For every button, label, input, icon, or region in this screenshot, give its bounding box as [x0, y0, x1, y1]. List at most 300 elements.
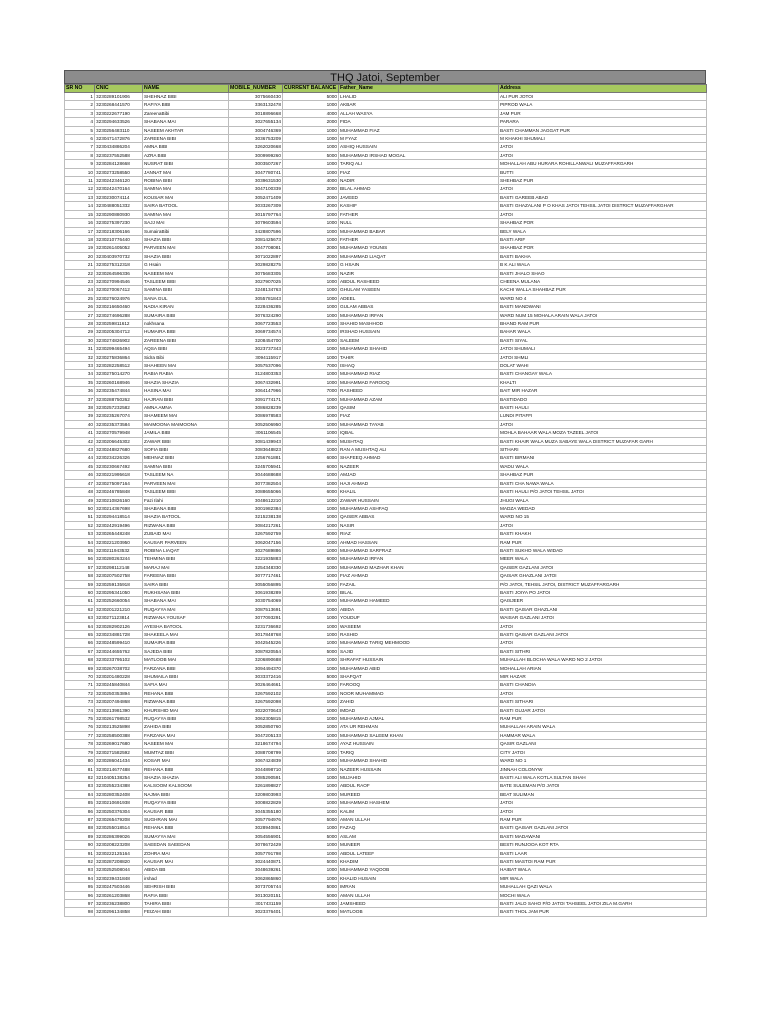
mobile-number-cell[interactable]: 3054556901 [229, 832, 283, 840]
balance-cell[interactable]: 1000 [283, 597, 339, 605]
sr-no-cell[interactable]: 64 [65, 622, 95, 630]
header-mobile-number[interactable]: MOBILE_NUMBER [229, 85, 283, 93]
sr-no-cell[interactable]: 56 [65, 555, 95, 563]
mobile-number-cell[interactable]: 3027655134 [229, 118, 283, 126]
cnic-cell[interactable]: 3230230667492 [95, 462, 143, 470]
father-name-cell[interactable]: SHAFEEQ AHMAD [339, 454, 499, 462]
name-cell[interactable]: NAJMA BIBI [143, 790, 229, 798]
mobile-number-cell[interactable]: 3215238138 [229, 513, 283, 521]
cnic-cell[interactable]: 3230213981390 [95, 706, 143, 714]
sr-no-cell[interactable]: 95 [65, 883, 95, 891]
name-cell[interactable]: RUQAYYA MAI [143, 605, 229, 613]
name-cell[interactable]: irshad [143, 874, 229, 882]
mobile-number-cell[interactable]: 3027907025 [229, 277, 283, 285]
cnic-cell[interactable]: 3230222125164 [95, 849, 143, 857]
name-cell[interactable]: KAUSAR MAI [143, 857, 229, 865]
cnic-cell[interactable]: 3230205304712 [95, 328, 143, 336]
mobile-number-cell[interactable]: 3055056895 [229, 580, 283, 588]
address-cell[interactable]: BAIT MIR HAZAR [499, 387, 707, 395]
mobile-number-cell[interactable]: 3033372416 [229, 673, 283, 681]
name-cell[interactable]: NASEEM MAI [143, 740, 229, 748]
sr-no-cell[interactable]: 86 [65, 807, 95, 815]
father-name-cell[interactable]: MUHAMMAD ASHFAQ [339, 504, 499, 512]
sr-no-cell[interactable]: 85 [65, 799, 95, 807]
address-cell[interactable]: BASTI MASTOI RAM PUR [499, 857, 707, 865]
name-cell[interactable]: NADIA KIRAN [143, 303, 229, 311]
mobile-number-cell[interactable]: 3047708081 [229, 244, 283, 252]
mobile-number-cell[interactable]: 3047780741 [229, 168, 283, 176]
name-cell[interactable]: KALSOOM KALSOOM [143, 782, 229, 790]
balance-cell[interactable]: 1000 [283, 269, 339, 277]
father-name-cell[interactable]: MUHAMMAD AJMAL [339, 715, 499, 723]
sr-no-cell[interactable]: 41 [65, 429, 95, 437]
mobile-number-cell[interactable]: 3044688688 [229, 471, 283, 479]
sr-no-cell[interactable]: 49 [65, 496, 95, 504]
sr-no-cell[interactable]: 73 [65, 698, 95, 706]
header-cnic[interactable]: CNIC [95, 85, 143, 93]
name-cell[interactable]: FEIZAH BIBI [143, 908, 229, 916]
name-cell[interactable]: ZAWAR BIBI [143, 437, 229, 445]
name-cell[interactable]: NUSRAT BIBI [143, 160, 229, 168]
balance-cell[interactable]: 1000 [283, 773, 339, 781]
name-cell[interactable]: ZAREENA BIBI [143, 135, 229, 143]
name-cell[interactable]: SHAZIA SHAZIA [143, 773, 229, 781]
name-cell[interactable]: RUQAYYA BIBI [143, 799, 229, 807]
mobile-number-cell[interactable]: 3004746369 [229, 126, 283, 134]
cnic-cell[interactable]: 3230244655762 [95, 647, 143, 655]
cnic-cell[interactable]: 3230273258550 [95, 168, 143, 176]
sr-no-cell[interactable]: 97 [65, 900, 95, 908]
cnic-cell[interactable]: 3230214367698 [95, 504, 143, 512]
address-cell[interactable]: BASTIDADO [499, 395, 707, 403]
sr-no-cell[interactable]: 18 [65, 235, 95, 243]
balance-cell[interactable]: 1000 [283, 219, 339, 227]
father-name-cell[interactable]: ZAHID [339, 698, 499, 706]
mobile-number-cell[interactable]: 3047100339 [229, 185, 283, 193]
mobile-number-cell[interactable]: 3124803353 [229, 370, 283, 378]
address-cell[interactable]: BASTI CHAMMAN JAGGAT PUR [499, 126, 707, 134]
sr-no-cell[interactable]: 66 [65, 639, 95, 647]
mobile-number-cell[interactable]: 3077717461 [229, 572, 283, 580]
father-name-cell[interactable]: MUHAMMAD MAZHAR KHAN [339, 563, 499, 571]
address-cell[interactable]: BASTI GHAZALANI P O KHAS JATOI TEHSIL JATOI DISTRICT MUZAFFARGHAR [499, 202, 707, 210]
balance-cell[interactable]: 1000 [283, 378, 339, 386]
balance-cell[interactable]: 5000 [283, 857, 339, 865]
sr-no-cell[interactable]: 1 [65, 93, 95, 101]
cnic-cell[interactable]: 3230276024976 [95, 294, 143, 302]
name-cell[interactable]: RABIA RABIA [143, 370, 229, 378]
mobile-number-cell[interactable]: 3267592098 [229, 698, 283, 706]
father-name-cell[interactable]: MUJAHID [339, 773, 499, 781]
father-name-cell[interactable]: SHAHID MASHHOD [339, 319, 499, 327]
address-cell[interactable]: JATOI [499, 807, 707, 815]
father-name-cell[interactable]: MUHAMMAD SARFRAZ [339, 546, 499, 554]
mobile-number-cell[interactable]: 3221935883 [229, 555, 283, 563]
sr-no-cell[interactable]: 38 [65, 404, 95, 412]
name-cell[interactable]: ROBINA LIAQAT [143, 546, 229, 554]
name-cell[interactable]: REHANA BIBI [143, 765, 229, 773]
name-cell[interactable]: SUMAIRA BIBI [143, 639, 229, 647]
mobile-number-cell[interactable]: 3028940861 [229, 824, 283, 832]
name-cell[interactable]: SANA GUL [143, 294, 229, 302]
mobile-number-cell[interactable]: 3262020668 [229, 143, 283, 151]
balance-cell[interactable]: 2000 [283, 252, 339, 260]
balance-cell[interactable]: 1000 [283, 631, 339, 639]
sr-no-cell[interactable]: 36 [65, 387, 95, 395]
address-cell[interactable]: BASTI SITHRI [499, 647, 707, 655]
address-cell[interactable]: BESTI RUNJOOA KOT RTA [499, 841, 707, 849]
name-cell[interactable]: SHAZIA SHAZIA [143, 378, 229, 386]
balance-cell[interactable]: 1000 [283, 429, 339, 437]
balance-cell[interactable]: 1000 [283, 420, 339, 428]
cnic-cell[interactable]: 3230267038702 [95, 664, 143, 672]
name-cell[interactable]: HAJRAN BIBI [143, 395, 229, 403]
cnic-cell[interactable]: 3230259135918 [95, 580, 143, 588]
father-name-cell[interactable]: NAZEER HUSSAIN [339, 765, 499, 773]
sr-no-cell[interactable]: 24 [65, 286, 95, 294]
name-cell[interactable]: RUQAYYA BIBI [143, 715, 229, 723]
mobile-number-cell[interactable]: 3017431159 [229, 900, 283, 908]
cnic-cell[interactable]: 3230403970732 [95, 252, 143, 260]
name-cell[interactable]: KAUSAR PARVEEN [143, 538, 229, 546]
balance-cell[interactable]: 1000 [283, 900, 339, 908]
balance-cell[interactable]: 1000 [283, 160, 339, 168]
balance-cell[interactable]: 1000 [283, 303, 339, 311]
address-cell[interactable]: HAIBAT WALA [499, 866, 707, 874]
balance-cell[interactable]: 1000 [283, 572, 339, 580]
cnic-cell[interactable]: 3230260168946 [95, 378, 143, 386]
sr-no-cell[interactable]: 68 [65, 656, 95, 664]
mobile-number-cell[interactable]: 3029828275 [229, 261, 283, 269]
mobile-number-cell[interactable]: 3036753209 [229, 135, 283, 143]
father-name-cell[interactable]: NASIR [339, 521, 499, 529]
father-name-cell[interactable]: MUHAMMAD TARIQ MEHMOOD [339, 639, 499, 647]
father-name-cell[interactable]: ABDUL RASHEED [339, 277, 499, 285]
mobile-number-cell[interactable]: 3023737343 [229, 345, 283, 353]
address-cell[interactable]: MUHALLAH BLOCHA WALA WARD NO 2 JATOI [499, 656, 707, 664]
mobile-number-cell[interactable]: 3088655066 [229, 488, 283, 496]
balance-cell[interactable]: 5000 [283, 151, 339, 159]
mobile-number-cell[interactable]: 3057791798 [229, 849, 283, 857]
sr-no-cell[interactable]: 13 [65, 193, 95, 201]
cnic-cell[interactable]: 3230294633526 [95, 118, 143, 126]
sr-no-cell[interactable]: 21 [65, 261, 95, 269]
mobile-number-cell[interactable]: 3039631530 [229, 177, 283, 185]
mobile-number-cell[interactable]: 3023376401 [229, 908, 283, 916]
address-cell[interactable]: MUHALLAH QAZI WALA [499, 883, 707, 891]
name-cell[interactable]: AZRA BIBI [143, 151, 229, 159]
sr-no-cell[interactable]: 26 [65, 303, 95, 311]
sr-no-cell[interactable]: 76 [65, 723, 95, 731]
father-name-cell[interactable]: KHADIM [339, 857, 499, 865]
cnic-cell[interactable]: 3230270067412 [95, 286, 143, 294]
father-name-cell[interactable]: FATHER [339, 210, 499, 218]
address-cell[interactable]: P/O JATOI, TEHSIL JATOI, DISTRICT MUZAFFARGARH [499, 580, 707, 588]
father-name-cell[interactable]: RASHEED [339, 387, 499, 395]
sr-no-cell[interactable]: 82 [65, 773, 95, 781]
mobile-number-cell[interactable]: 3018896668 [229, 109, 283, 117]
sr-no-cell[interactable]: 4 [65, 118, 95, 126]
name-cell[interactable]: ZareenaBibi [143, 109, 229, 117]
address-cell[interactable]: CITY JATOI [499, 748, 707, 756]
sr-no-cell[interactable]: 69 [65, 664, 95, 672]
mobile-number-cell[interactable]: 3030754069 [229, 597, 283, 605]
address-cell[interactable]: BASTI CHANDIA [499, 681, 707, 689]
mobile-number-cell[interactable]: 3076324290 [229, 311, 283, 319]
sr-no-cell[interactable]: 51 [65, 513, 95, 521]
mobile-number-cell[interactable]: 3062865860 [229, 874, 283, 882]
mobile-number-cell[interactable]: 3067424839 [229, 757, 283, 765]
sr-no-cell[interactable]: 62 [65, 605, 95, 613]
balance-cell[interactable]: 1000 [283, 479, 339, 487]
sr-no-cell[interactable]: 5 [65, 126, 95, 134]
balance-cell[interactable]: 1000 [283, 782, 339, 790]
cnic-cell[interactable]: 3230471472876 [95, 135, 143, 143]
address-cell[interactable]: KACHI WALLA SHAHBAZ PUR [499, 286, 707, 294]
mobile-number-cell[interactable]: 3048639261 [229, 866, 283, 874]
address-cell[interactable]: QAISAR GHAZLANI JATOI [499, 572, 707, 580]
father-name-cell[interactable]: MUHAMMAD FIAZ [339, 126, 499, 134]
father-name-cell[interactable]: ISHAQ [339, 362, 499, 370]
mobile-number-cell[interactable]: 3267592102 [229, 689, 283, 697]
father-name-cell[interactable]: M FYAZ [339, 135, 499, 143]
cnic-cell[interactable]: 3230282902126 [95, 622, 143, 630]
address-cell[interactable]: BASTI GAREEB ABAD [499, 193, 707, 201]
father-name-cell[interactable]: LHALID [339, 93, 499, 101]
mobile-number-cell[interactable]: 3062305815 [229, 715, 283, 723]
name-cell[interactable]: NASEEM AKHTAR [143, 126, 229, 134]
sr-no-cell[interactable]: 39 [65, 412, 95, 420]
name-cell[interactable]: AQSA BIBI [143, 345, 229, 353]
address-cell[interactable]: BASTI HAULI [499, 404, 707, 412]
address-cell[interactable]: DOLAT WAHI [499, 362, 707, 370]
sr-no-cell[interactable]: 2 [65, 101, 95, 109]
cnic-cell[interactable]: 3230234881728 [95, 631, 143, 639]
balance-cell[interactable]: 5000 [283, 815, 339, 823]
sr-no-cell[interactable]: 35 [65, 378, 95, 386]
sr-no-cell[interactable]: 27 [65, 311, 95, 319]
father-name-cell[interactable]: ASHIQ HUSSAIN [339, 143, 499, 151]
sr-no-cell[interactable]: 12 [65, 185, 95, 193]
balance-cell[interactable]: 1000 [283, 521, 339, 529]
cnic-cell[interactable]: 3230239431848 [95, 874, 143, 882]
cnic-cell[interactable]: 3230282258512 [95, 362, 143, 370]
mobile-number-cell[interactable]: 3044898710 [229, 765, 283, 773]
father-name-cell[interactable]: MUHAMMAD ABID [339, 664, 499, 672]
address-cell[interactable]: BASTI HAULI P/O JATOI TEHSIL JATOI [499, 488, 707, 496]
address-cell[interactable]: BASTI KHAKH [499, 530, 707, 538]
mobile-number-cell[interactable]: 3218674794 [229, 740, 283, 748]
balance-cell[interactable]: 1000 [283, 698, 339, 706]
balance-cell[interactable]: 5000 [283, 647, 339, 655]
sr-no-cell[interactable]: 90 [65, 841, 95, 849]
cnic-cell[interactable]: 3230210776440 [95, 235, 143, 243]
cnic-cell[interactable]: 3210405138254 [95, 773, 143, 781]
address-cell[interactable]: M KHAKHI SHUMALI [499, 135, 707, 143]
father-name-cell[interactable]: MUHAMMAD RIAZ [339, 370, 499, 378]
mobile-number-cell[interactable]: 3048612210 [229, 496, 283, 504]
sr-no-cell[interactable]: 71 [65, 681, 95, 689]
father-name-cell[interactable]: MUHAMMAD HASHEM [339, 799, 499, 807]
mobile-number-cell[interactable]: 3094115917 [229, 353, 283, 361]
balance-cell[interactable]: 1000 [283, 210, 339, 218]
balance-cell[interactable]: 1000 [283, 404, 339, 412]
sr-no-cell[interactable]: 65 [65, 631, 95, 639]
cnic-cell[interactable]: 3230434886204 [95, 143, 143, 151]
name-cell[interactable]: MARAJ MAI [143, 563, 229, 571]
sr-no-cell[interactable]: 70 [65, 673, 95, 681]
cnic-cell[interactable]: 3230233795102 [95, 656, 143, 664]
father-name-cell[interactable]: RIAZ [339, 530, 499, 538]
address-cell[interactable]: QAISJEER [499, 597, 707, 605]
balance-cell[interactable]: 1000 [283, 412, 339, 420]
sr-no-cell[interactable]: 15 [65, 210, 95, 218]
name-cell[interactable]: ROBINA BIBI [143, 177, 229, 185]
father-name-cell[interactable]: MUHAMMAD IRFAN [339, 555, 499, 563]
father-name-cell[interactable]: MUHAMMAD IRSHAD MOGAL [339, 151, 499, 159]
address-cell[interactable]: BASTI SITHARI [499, 698, 707, 706]
mobile-number-cell[interactable]: 3083648823 [229, 446, 283, 454]
name-cell[interactable]: KHURSHID MAI [143, 706, 229, 714]
father-name-cell[interactable]: MUHAMMAD BABAR [339, 227, 499, 235]
mobile-number-cell[interactable]: 3069734574 [229, 328, 283, 336]
cnic-cell[interactable]: 3230237552588 [95, 151, 143, 159]
sr-no-cell[interactable]: 29 [65, 328, 95, 336]
address-cell[interactable]: SITHARI [499, 446, 707, 454]
sr-no-cell[interactable]: 46 [65, 471, 95, 479]
sr-no-cell[interactable]: 25 [65, 294, 95, 302]
balance-cell[interactable]: 2000 [283, 193, 339, 201]
cnic-cell[interactable]: 3230210691938 [95, 799, 143, 807]
name-cell[interactable]: ZAHIDA BIBI [143, 723, 229, 731]
balance-cell[interactable]: 1000 [283, 370, 339, 378]
cnic-cell[interactable]: 3230250353894 [95, 689, 143, 697]
father-name-cell[interactable]: AKBAR [339, 101, 499, 109]
address-cell[interactable]: BASTI JHALO SHAO [499, 269, 707, 277]
father-name-cell[interactable]: MUHAMMAD SHAHID [339, 757, 499, 765]
name-cell[interactable]: SHAMEEM MAI [143, 412, 229, 420]
balance-cell[interactable]: 1000 [283, 622, 339, 630]
father-name-cell[interactable]: ABDUL RAOF [339, 782, 499, 790]
balance-cell[interactable]: 1000 [283, 849, 339, 857]
address-cell[interactable]: JATOI [499, 420, 707, 428]
address-cell[interactable]: BASTI QAISAR GAZLANI JATOI [499, 824, 707, 832]
cnic-cell[interactable]: 3230207494868 [95, 698, 143, 706]
mobile-number-cell[interactable]: 3261898827 [229, 782, 283, 790]
name-cell[interactable]: SHABANA MAI [143, 597, 229, 605]
name-cell[interactable]: TAHIRA BIBI [143, 900, 229, 908]
balance-cell[interactable]: 6000 [283, 437, 339, 445]
mobile-number-cell[interactable]: 3045355180 [229, 807, 283, 815]
address-cell[interactable]: WAISAR GAZLANI JATOI [499, 614, 707, 622]
mobile-number-cell[interactable]: 3024440871 [229, 857, 283, 865]
balance-cell[interactable]: 1000 [283, 740, 339, 748]
mobile-number-cell[interactable]: 3363132478 [229, 101, 283, 109]
balance-cell[interactable]: 1000 [283, 294, 339, 302]
balance-cell[interactable]: 1000 [283, 538, 339, 546]
sr-no-cell[interactable]: 28 [65, 319, 95, 327]
sr-no-cell[interactable]: 58 [65, 572, 95, 580]
mobile-number-cell[interactable]: 3081425673 [229, 235, 283, 243]
name-cell[interactable]: SAEEDAN SAEEDAN [143, 841, 229, 849]
cnic-cell[interactable]: 3230255018514 [95, 824, 143, 832]
sr-no-cell[interactable]: 52 [65, 521, 95, 529]
father-name-cell[interactable]: SAJID [339, 647, 499, 655]
mobile-number-cell[interactable]: 3057794976 [229, 815, 283, 823]
mobile-number-cell[interactable]: 3052506950 [229, 420, 283, 428]
cnic-cell[interactable]: 3230488051332 [95, 202, 143, 210]
father-name-cell[interactable]: MUSHTAQ [339, 437, 499, 445]
name-cell[interactable]: SHAZIA BIBI [143, 252, 229, 260]
father-name-cell[interactable]: HAJI AHMAD [339, 479, 499, 487]
address-cell[interactable]: MIR WALA [499, 874, 707, 882]
balance-cell[interactable]: 1000 [283, 748, 339, 756]
name-cell[interactable]: SHABANA BIBI [143, 504, 229, 512]
sr-no-cell[interactable]: 89 [65, 832, 95, 840]
father-name-cell[interactable]: MATLOOB [339, 908, 499, 916]
name-cell[interactable]: RAFIYA BIBI [143, 101, 229, 109]
name-cell[interactable]: SHAZIA BATOOL [143, 513, 229, 521]
name-cell[interactable]: SUGHRAN MAI [143, 815, 229, 823]
name-cell[interactable]: AMNA BIBI [143, 143, 229, 151]
cnic-cell[interactable]: 3230259811612 [95, 319, 143, 327]
name-cell[interactable]: Fazi Ilahi [143, 496, 229, 504]
cnic-cell[interactable]: 3230270579948 [95, 429, 143, 437]
cnic-cell[interactable]: 3230242470164 [95, 185, 143, 193]
cnic-cell[interactable]: 3230294418514 [95, 513, 143, 521]
mobile-number-cell[interactable]: 3057537096 [229, 362, 283, 370]
cnic-cell[interactable]: 3230288750262 [95, 395, 143, 403]
cnic-cell[interactable]: 3230271582592 [95, 748, 143, 756]
sr-no-cell[interactable]: 32 [65, 353, 95, 361]
balance-cell[interactable]: 1000 [283, 446, 339, 454]
address-cell[interactable]: WARD NO 4 [499, 294, 707, 302]
sr-no-cell[interactable]: 61 [65, 597, 95, 605]
name-cell[interactable]: FARZANA MAI [143, 731, 229, 739]
father-name-cell[interactable]: BILAL AHMAD [339, 185, 499, 193]
mobile-number-cell[interactable]: 3067432991 [229, 378, 283, 386]
address-cell[interactable]: RAM PUR [499, 815, 707, 823]
address-cell[interactable]: MOHALLAH ABU HURARA ROHILLANWALI MUZAFFARGARH [499, 160, 707, 168]
sr-no-cell[interactable]: 88 [65, 824, 95, 832]
balance-cell[interactable]: 6000 [283, 462, 339, 470]
mobile-number-cell[interactable]: 3015797764 [229, 210, 283, 218]
address-cell[interactable]: MADZA WEDAD [499, 504, 707, 512]
father-name-cell[interactable]: IMRAN [339, 883, 499, 891]
sr-no-cell[interactable]: 31 [65, 345, 95, 353]
address-cell[interactable]: SHAHBAZ PUR [499, 471, 707, 479]
father-name-cell[interactable]: FIAZ [339, 168, 499, 176]
father-name-cell[interactable]: G HSAIN [339, 261, 499, 269]
mobile-number-cell[interactable]: 3209803993 [229, 790, 283, 798]
name-cell[interactable]: SHUMAILA BIBI [143, 673, 229, 681]
sr-no-cell[interactable]: 3 [65, 109, 95, 117]
balance-cell[interactable]: 1000 [283, 563, 339, 571]
sr-no-cell[interactable]: 16 [65, 219, 95, 227]
name-cell[interactable]: SAMINA MAI [143, 210, 229, 218]
balance-cell[interactable]: 1000 [283, 689, 339, 697]
cnic-cell[interactable]: 3230230074114 [95, 193, 143, 201]
balance-cell[interactable]: 1000 [283, 126, 339, 134]
address-cell[interactable]: BUTTI [499, 168, 707, 176]
father-name-cell[interactable]: MUHAMMAD LIAQAT [339, 252, 499, 260]
mobile-number-cell[interactable]: 3086828239 [229, 404, 283, 412]
father-name-cell[interactable]: BILAL [339, 588, 499, 596]
cnic-cell[interactable]: 3230246785848 [95, 488, 143, 496]
balance-cell[interactable]: 1000 [283, 504, 339, 512]
sr-no-cell[interactable]: 33 [65, 362, 95, 370]
address-cell[interactable]: BASTI MANDWANI [499, 303, 707, 311]
